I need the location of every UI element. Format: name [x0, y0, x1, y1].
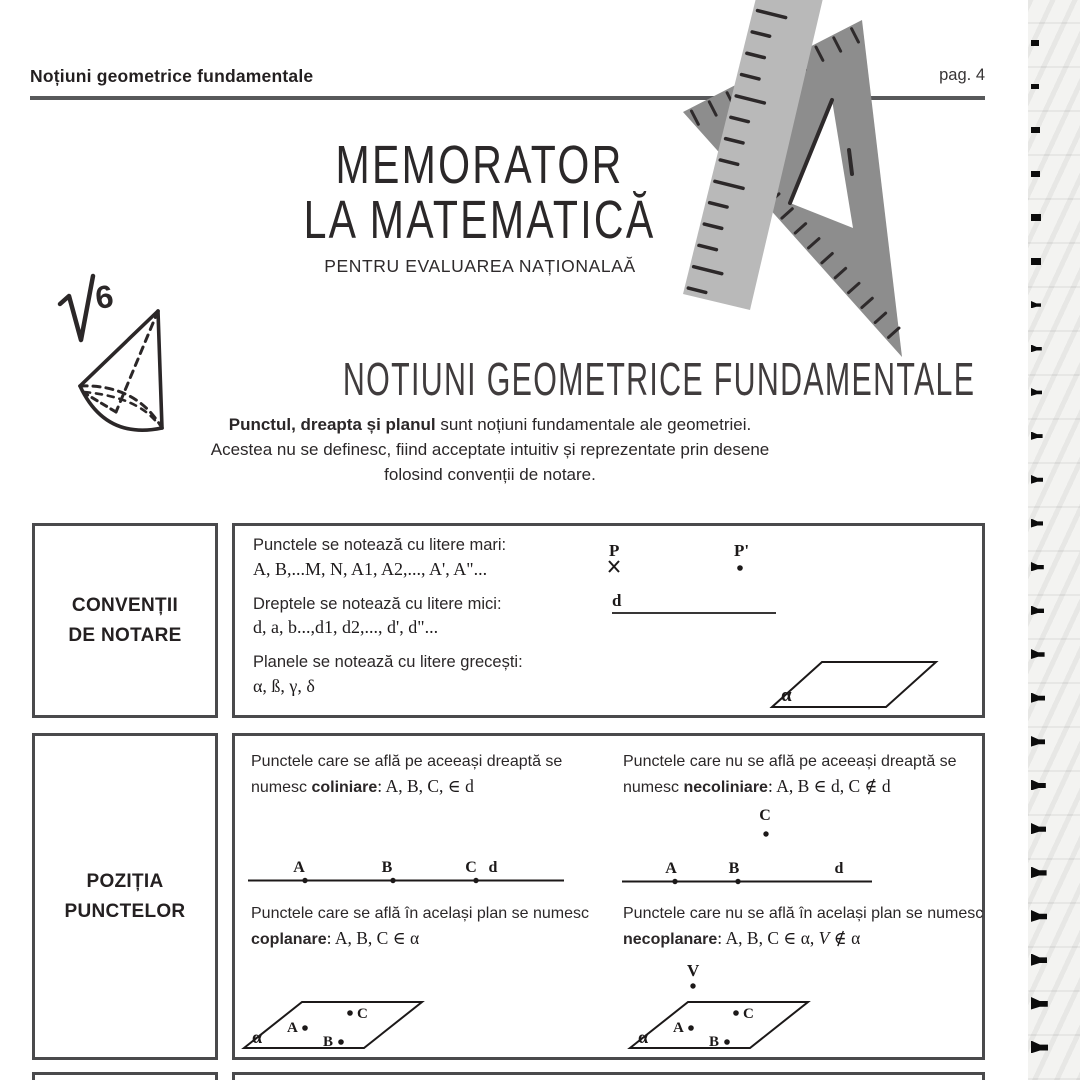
svg-text:d: d [488, 859, 498, 876]
svg-text:B: B [323, 1034, 334, 1050]
binding-mark [1031, 345, 1042, 353]
svg-text:d: d [834, 860, 844, 877]
cell-coliniare: Punctele care se află pe aceeași dreaptă se numesc coliniare: A, B, C, ∈ d [251, 753, 563, 796]
binding-mark [1031, 780, 1046, 791]
notation-lines: Dreptele se notează cu litere mici: d, a, b...,d1, d2,..., d', d"... [253, 594, 502, 638]
binding-mark [1031, 867, 1047, 879]
svg-text:P': P' [734, 541, 750, 560]
binding-mark [1031, 519, 1043, 528]
row3-content-box [232, 1072, 985, 1080]
cell-necoliniare: Punctele care nu se află pe aceeași dreaptă se numesc necoliniare: A, B ∈ d, C ∉ d [623, 753, 957, 796]
binding-mark [1031, 954, 1047, 966]
svg-text:P: P [609, 541, 620, 560]
binding-mark [1031, 432, 1043, 440]
svg-text:A: A [673, 1020, 684, 1036]
svg-text:V: V [687, 961, 700, 980]
binding-mark [1031, 562, 1044, 571]
svg-text:B: B [709, 1034, 720, 1050]
section-intro [170, 412, 810, 487]
binding-mark [1031, 84, 1039, 90]
row2-content-box [232, 733, 985, 1060]
page-number: pag. 4 [939, 66, 985, 84]
binding-mark [1031, 258, 1041, 265]
svg-text:C: C [743, 1006, 754, 1022]
intro-line3: folosind convenții de notare. [384, 465, 596, 485]
svg-text:C: C [759, 807, 771, 824]
binding-mark [1031, 910, 1047, 922]
binding-mark [1031, 214, 1041, 221]
book-title [170, 135, 790, 277]
svg-text:B: B [728, 860, 740, 877]
svg-text:C: C [465, 859, 477, 876]
binding-mark [1031, 475, 1043, 484]
row2-label-box: POZIȚIA PUNCTELOR [32, 733, 218, 1060]
svg-text:α: α [781, 685, 792, 706]
row3-label-box [32, 1072, 218, 1080]
row1-diagrams [235, 526, 982, 715]
binding-mark [1031, 693, 1045, 703]
svg-text:A: A [287, 1020, 298, 1036]
radical-number: 6 [92, 277, 116, 316]
svg-text:d: d [612, 591, 622, 610]
row1-label-box: CONVENȚII DE NOTARE [32, 523, 218, 718]
section-heading-wrap [180, 352, 976, 406]
cell-necoplanare: Punctele care nu se află în același plan se numesc necoplanare: A, B, C ∈ α, V ∉ α [623, 905, 984, 948]
notation-planes: Planele se notează cu litere grecești: α, ß, γ, δ [253, 653, 523, 696]
svg-text:A: A [665, 860, 677, 877]
binding-mark [1031, 823, 1046, 834]
header-title: Noțiuni geometrice fundamentale [30, 66, 314, 86]
svg-text:C: C [357, 1006, 368, 1022]
binding-mark [1031, 649, 1045, 659]
svg-text:α: α [638, 1027, 649, 1047]
section-heading: NOTIUNI GEOMETRICE FUNDAMENTALE [342, 353, 976, 405]
intro-line1: Punctul, dreapta și planul sunt noțiuni fundamentale ale geometriei. [228, 415, 752, 434]
binding-mark [1031, 736, 1045, 747]
binding-mark [1031, 171, 1040, 177]
radical-sign [60, 276, 93, 340]
notation-points: Punctele se notează cu litere mari: A, B,...M, N, A1, A2,..., A', A"... [253, 536, 507, 579]
row1-content-box [232, 523, 985, 718]
binding-mark [1031, 127, 1040, 133]
intro-line2: Acestea nu se definesc, fiind acceptate intuitiv și reprezentate prin desene [210, 440, 770, 460]
svg-text:B: B [381, 859, 393, 876]
binding-mark [1031, 1041, 1048, 1054]
cell-coplanare: Punctele care se află în același plan se numesc coplanare: A, B, C ∈ α [251, 905, 589, 948]
row2-diagrams [235, 736, 982, 1057]
binding-strip [1028, 0, 1080, 1080]
svg-text:A: A [293, 859, 305, 876]
book-title-line1: MEMORATOR [335, 135, 625, 195]
binding-mark [1031, 997, 1048, 1010]
binding-mark [1031, 40, 1039, 46]
book-title-line2: LA MATEMATICĂ [304, 190, 656, 251]
svg-text:α: α [252, 1027, 263, 1047]
binding-mark [1031, 301, 1041, 308]
book-subtitle: PENTRU EVALUAREA NAȚIONALAĂ [324, 256, 636, 277]
cone-illustration [50, 266, 190, 446]
binding-mark [1031, 606, 1044, 616]
binding-mark [1031, 388, 1042, 396]
